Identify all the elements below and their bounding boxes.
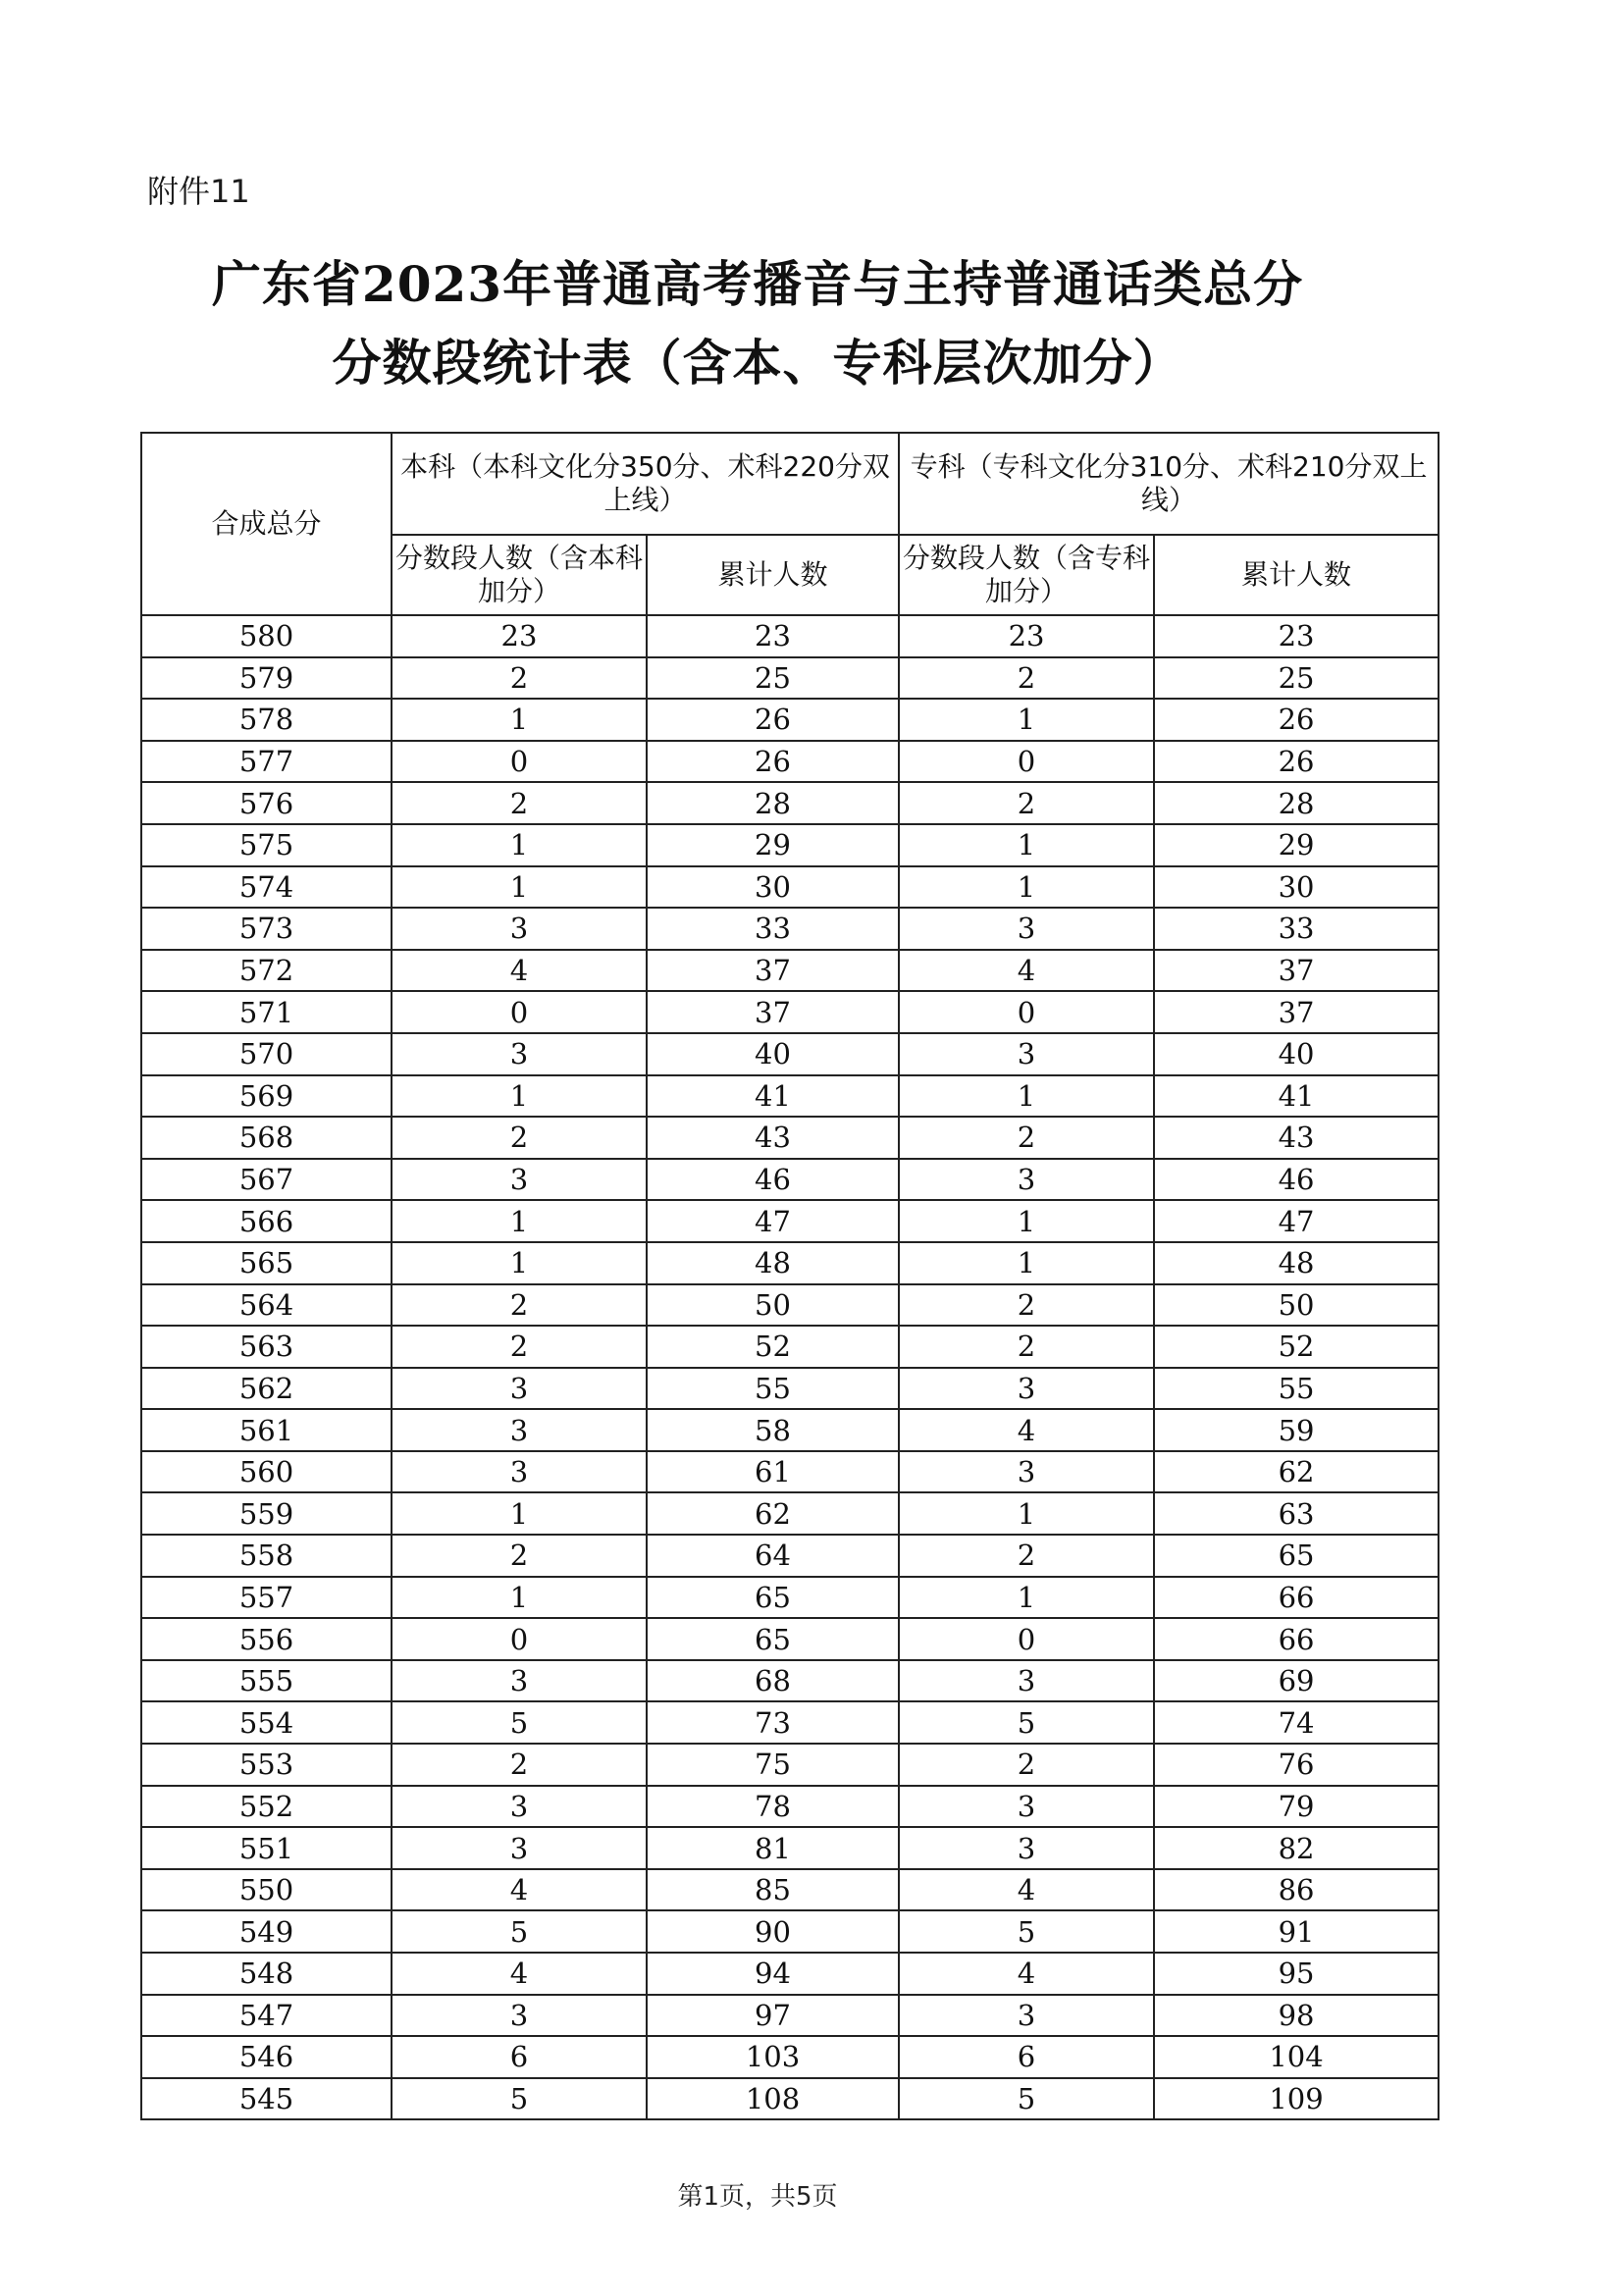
zhuanke-count-cell: 1: [899, 699, 1154, 741]
benke-count-cell: 1: [392, 699, 647, 741]
zhuanke-cumulative-cell: 37: [1154, 991, 1439, 1033]
score-cell: 579: [141, 657, 392, 700]
benke-cumulative-cell: 78: [647, 1786, 899, 1828]
score-cell: 574: [141, 866, 392, 909]
benke-cumulative-cell: 37: [647, 991, 899, 1033]
zhuanke-count-cell: 1: [899, 1577, 1154, 1619]
table-row: [141, 1744, 1439, 1786]
benke-cumulative-cell: 47: [647, 1200, 899, 1242]
score-cell: 577: [141, 741, 392, 783]
score-cell: 578: [141, 699, 392, 741]
benke-count-cell: 0: [392, 741, 647, 783]
score-cell: 547: [141, 1995, 392, 2037]
zhuanke-cumulative-cell: 23: [1154, 615, 1439, 657]
zhuanke-cumulative-cell: 30: [1154, 866, 1439, 909]
benke-cumulative-cell: 37: [647, 950, 899, 992]
page-footer: 第1页，共5页: [677, 2182, 838, 2212]
benke-count-cell: 5: [392, 1910, 647, 1953]
score-cell: 566: [141, 1200, 392, 1242]
table-row: [141, 1284, 1439, 1327]
benke-count-cell: 0: [392, 1618, 647, 1660]
zhuanke-count-cell: 2: [899, 1535, 1154, 1577]
zhuanke-count-cell: 1: [899, 1200, 1154, 1242]
zhuanke-cumulative-cell: 40: [1154, 1033, 1439, 1075]
page-title-line-2: 分数段统计表（含本、专科层次加分）: [332, 334, 1183, 391]
zhuanke-cumulative-cell: 50: [1154, 1284, 1439, 1327]
benke-count-cell: 0: [392, 991, 647, 1033]
zhuanke-count-cell: 3: [899, 908, 1154, 950]
zhuanke-cumulative-cell: 66: [1154, 1577, 1439, 1619]
score-cell: 554: [141, 1701, 392, 1744]
header-benke-segment-count: 分数段人数（含本科加分）: [392, 535, 647, 615]
zhuanke-cumulative-cell: 26: [1154, 699, 1439, 741]
benke-count-cell: 3: [392, 1451, 647, 1493]
score-cell: 546: [141, 2036, 392, 2078]
benke-cumulative-cell: 64: [647, 1535, 899, 1577]
zhuanke-count-cell: 4: [899, 1409, 1154, 1451]
page-title-line-1: 广东省2023年普通高考播音与主持普通话类总分: [211, 255, 1304, 313]
score-cell: 550: [141, 1869, 392, 1911]
benke-cumulative-cell: 75: [647, 1744, 899, 1786]
benke-cumulative-cell: 103: [647, 2036, 899, 2078]
table-row: [141, 1368, 1439, 1410]
header-group-benke: 本科（本科文化分350分、术科220分双上线）: [392, 433, 899, 535]
benke-cumulative-cell: 33: [647, 908, 899, 950]
benke-cumulative-cell: 61: [647, 1451, 899, 1493]
zhuanke-count-cell: 0: [899, 741, 1154, 783]
benke-count-cell: 6: [392, 2036, 647, 2078]
benke-cumulative-cell: 30: [647, 866, 899, 909]
zhuanke-count-cell: 6: [899, 2036, 1154, 2078]
zhuanke-count-cell: 2: [899, 1744, 1154, 1786]
zhuanke-cumulative-cell: 25: [1154, 657, 1439, 700]
zhuanke-count-cell: 4: [899, 950, 1154, 992]
table-row: [141, 1827, 1439, 1869]
table-row: [141, 2078, 1439, 2120]
score-cell: 552: [141, 1786, 392, 1828]
score-cell: 545: [141, 2078, 392, 2120]
table-row: [141, 1117, 1439, 1159]
benke-count-cell: 2: [392, 1535, 647, 1577]
benke-count-cell: 3: [392, 1827, 647, 1869]
zhuanke-cumulative-cell: 98: [1154, 1995, 1439, 2037]
benke-cumulative-cell: 94: [647, 1953, 899, 1995]
benke-cumulative-cell: 23: [647, 615, 899, 657]
zhuanke-count-cell: 3: [899, 1033, 1154, 1075]
score-cell: 564: [141, 1284, 392, 1327]
zhuanke-cumulative-cell: 48: [1154, 1242, 1439, 1284]
zhuanke-cumulative-cell: 91: [1154, 1910, 1439, 1953]
benke-count-cell: 4: [392, 1953, 647, 1995]
zhuanke-cumulative-cell: 109: [1154, 2078, 1439, 2120]
benke-count-cell: 3: [392, 1995, 647, 2037]
zhuanke-cumulative-cell: 55: [1154, 1368, 1439, 1410]
benke-count-cell: 2: [392, 1117, 647, 1159]
score-cell: 571: [141, 991, 392, 1033]
benke-count-cell: 4: [392, 950, 647, 992]
score-cell: 569: [141, 1075, 392, 1118]
table-row: [141, 782, 1439, 824]
score-cell: 565: [141, 1242, 392, 1284]
zhuanke-cumulative-cell: 95: [1154, 1953, 1439, 1995]
zhuanke-cumulative-cell: 66: [1154, 1618, 1439, 1660]
score-cell: 558: [141, 1535, 392, 1577]
zhuanke-cumulative-cell: 82: [1154, 1827, 1439, 1869]
benke-cumulative-cell: 48: [647, 1242, 899, 1284]
zhuanke-count-cell: 4: [899, 1953, 1154, 1995]
zhuanke-cumulative-cell: 29: [1154, 824, 1439, 866]
score-cell: 573: [141, 908, 392, 950]
benke-cumulative-cell: 73: [647, 1701, 899, 1744]
benke-count-cell: 1: [392, 866, 647, 909]
benke-cumulative-cell: 25: [647, 657, 899, 700]
benke-count-cell: 2: [392, 1284, 647, 1327]
score-cell: 560: [141, 1451, 392, 1493]
zhuanke-count-cell: 3: [899, 1786, 1154, 1828]
table-row: [141, 1953, 1439, 1995]
table-row: [141, 1242, 1439, 1284]
zhuanke-cumulative-cell: 52: [1154, 1326, 1439, 1368]
benke-cumulative-cell: 40: [647, 1033, 899, 1075]
benke-cumulative-cell: 26: [647, 741, 899, 783]
score-cell: 567: [141, 1159, 392, 1201]
header-zhuanke-segment-count: 分数段人数（含专科加分）: [899, 535, 1154, 615]
zhuanke-count-cell: 1: [899, 824, 1154, 866]
benke-cumulative-cell: 65: [647, 1577, 899, 1619]
zhuanke-cumulative-cell: 33: [1154, 908, 1439, 950]
table-row: [141, 657, 1439, 700]
table-row: [141, 908, 1439, 950]
zhuanke-count-cell: 3: [899, 1660, 1154, 1702]
zhuanke-cumulative-cell: 79: [1154, 1786, 1439, 1828]
table-row: [141, 1075, 1439, 1118]
benke-count-cell: 2: [392, 1744, 647, 1786]
table-row: [141, 1451, 1439, 1493]
table-row: [141, 991, 1439, 1033]
benke-cumulative-cell: 68: [647, 1660, 899, 1702]
score-cell: 572: [141, 950, 392, 992]
score-cell: 575: [141, 824, 392, 866]
zhuanke-count-cell: 2: [899, 1117, 1154, 1159]
zhuanke-count-cell: 23: [899, 615, 1154, 657]
table-row: [141, 1326, 1439, 1368]
zhuanke-count-cell: 0: [899, 991, 1154, 1033]
benke-count-cell: 4: [392, 1869, 647, 1911]
benke-count-cell: 3: [392, 1159, 647, 1201]
benke-count-cell: 5: [392, 2078, 647, 2120]
zhuanke-count-cell: 1: [899, 1492, 1154, 1535]
benke-cumulative-cell: 55: [647, 1368, 899, 1410]
table-row: [141, 1910, 1439, 1953]
zhuanke-count-cell: 3: [899, 1368, 1154, 1410]
benke-cumulative-cell: 97: [647, 1995, 899, 2037]
zhuanke-count-cell: 5: [899, 1701, 1154, 1744]
zhuanke-count-cell: 1: [899, 1075, 1154, 1118]
benke-count-cell: 2: [392, 657, 647, 700]
score-cell: 556: [141, 1618, 392, 1660]
zhuanke-count-cell: 3: [899, 1827, 1154, 1869]
zhuanke-count-cell: 3: [899, 1995, 1154, 2037]
table-row: [141, 1786, 1439, 1828]
benke-cumulative-cell: 62: [647, 1492, 899, 1535]
score-cell: 580: [141, 615, 392, 657]
table-row: [141, 1577, 1439, 1619]
benke-cumulative-cell: 41: [647, 1075, 899, 1118]
score-cell: 555: [141, 1660, 392, 1702]
zhuanke-cumulative-cell: 104: [1154, 2036, 1439, 2078]
benke-count-cell: 3: [392, 1660, 647, 1702]
table-row: [141, 1995, 1439, 2037]
score-cell: 561: [141, 1409, 392, 1451]
score-cell: 576: [141, 782, 392, 824]
benke-count-cell: 2: [392, 1326, 647, 1368]
table-row: [141, 1159, 1439, 1201]
zhuanke-count-cell: 3: [899, 1451, 1154, 1493]
benke-count-cell: 1: [392, 1242, 647, 1284]
score-cell: 559: [141, 1492, 392, 1535]
score-cell: 548: [141, 1953, 392, 1995]
table-row: [141, 1869, 1439, 1911]
zhuanke-count-cell: 1: [899, 1242, 1154, 1284]
table-row: [141, 1033, 1439, 1075]
zhuanke-cumulative-cell: 86: [1154, 1869, 1439, 1911]
table-row: [141, 824, 1439, 866]
benke-count-cell: 3: [392, 1033, 647, 1075]
score-cell: 568: [141, 1117, 392, 1159]
zhuanke-cumulative-cell: 76: [1154, 1744, 1439, 1786]
zhuanke-cumulative-cell: 63: [1154, 1492, 1439, 1535]
benke-cumulative-cell: 65: [647, 1618, 899, 1660]
zhuanke-cumulative-cell: 28: [1154, 782, 1439, 824]
zhuanke-count-cell: 3: [899, 1159, 1154, 1201]
benke-count-cell: 3: [392, 1786, 647, 1828]
benke-cumulative-cell: 29: [647, 824, 899, 866]
zhuanke-cumulative-cell: 65: [1154, 1535, 1439, 1577]
benke-count-cell: 1: [392, 1492, 647, 1535]
header-composite-score: 合成总分: [141, 433, 392, 615]
zhuanke-cumulative-cell: 41: [1154, 1075, 1439, 1118]
score-cell: 553: [141, 1744, 392, 1786]
zhuanke-count-cell: 0: [899, 1618, 1154, 1660]
table-row: [141, 1200, 1439, 1242]
zhuanke-count-cell: 5: [899, 1910, 1154, 1953]
zhuanke-cumulative-cell: 43: [1154, 1117, 1439, 1159]
benke-count-cell: 1: [392, 1200, 647, 1242]
benke-count-cell: 2: [392, 782, 647, 824]
header-zhuanke-cumulative: 累计人数: [1154, 535, 1439, 615]
zhuanke-cumulative-cell: 74: [1154, 1701, 1439, 1744]
zhuanke-count-cell: 2: [899, 782, 1154, 824]
score-distribution-table: [140, 432, 1440, 2120]
score-cell: 563: [141, 1326, 392, 1368]
benke-count-cell: 3: [392, 1368, 647, 1410]
header-group-zhuanke: 专科（专科文化分310分、术科210分双上线）: [899, 433, 1439, 535]
benke-count-cell: 1: [392, 824, 647, 866]
benke-cumulative-cell: 50: [647, 1284, 899, 1327]
header-benke-cumulative: 累计人数: [647, 535, 899, 615]
zhuanke-cumulative-cell: 59: [1154, 1409, 1439, 1451]
zhuanke-cumulative-cell: 46: [1154, 1159, 1439, 1201]
benke-cumulative-cell: 85: [647, 1869, 899, 1911]
benke-cumulative-cell: 81: [647, 1827, 899, 1869]
table-row: [141, 1660, 1439, 1702]
benke-cumulative-cell: 108: [647, 2078, 899, 2120]
benke-cumulative-cell: 26: [647, 699, 899, 741]
benke-cumulative-cell: 28: [647, 782, 899, 824]
table-row: [141, 866, 1439, 909]
zhuanke-cumulative-cell: 69: [1154, 1660, 1439, 1702]
zhuanke-count-cell: 5: [899, 2078, 1154, 2120]
zhuanke-cumulative-cell: 37: [1154, 950, 1439, 992]
table-row: [141, 741, 1439, 783]
benke-cumulative-cell: 52: [647, 1326, 899, 1368]
score-cell: 570: [141, 1033, 392, 1075]
zhuanke-count-cell: 2: [899, 657, 1154, 700]
benke-count-cell: 1: [392, 1075, 647, 1118]
score-cell: 551: [141, 1827, 392, 1869]
zhuanke-cumulative-cell: 62: [1154, 1451, 1439, 1493]
table-row: [141, 1409, 1439, 1451]
benke-count-cell: 3: [392, 908, 647, 950]
attachment-label: 附件11: [147, 173, 250, 210]
benke-cumulative-cell: 43: [647, 1117, 899, 1159]
zhuanke-cumulative-cell: 26: [1154, 741, 1439, 783]
table-row: [141, 1701, 1439, 1744]
zhuanke-count-cell: 1: [899, 866, 1154, 909]
benke-cumulative-cell: 58: [647, 1409, 899, 1451]
zhuanke-count-cell: 2: [899, 1326, 1154, 1368]
table-row: [141, 950, 1439, 992]
benke-count-cell: 1: [392, 1577, 647, 1619]
zhuanke-count-cell: 2: [899, 1284, 1154, 1327]
benke-cumulative-cell: 46: [647, 1159, 899, 1201]
zhuanke-count-cell: 4: [899, 1869, 1154, 1911]
table-body: [141, 615, 1439, 2119]
table-row: [141, 1535, 1439, 1577]
table-row: [141, 699, 1439, 741]
benke-count-cell: 3: [392, 1409, 647, 1451]
benke-cumulative-cell: 90: [647, 1910, 899, 1953]
table-row: [141, 1618, 1439, 1660]
table-row: [141, 615, 1439, 657]
score-cell: 562: [141, 1368, 392, 1410]
benke-count-cell: 5: [392, 1701, 647, 1744]
benke-count-cell: 23: [392, 615, 647, 657]
score-cell: 549: [141, 1910, 392, 1953]
table-row: [141, 2036, 1439, 2078]
zhuanke-cumulative-cell: 47: [1154, 1200, 1439, 1242]
score-cell: 557: [141, 1577, 392, 1619]
table-row: [141, 1492, 1439, 1535]
